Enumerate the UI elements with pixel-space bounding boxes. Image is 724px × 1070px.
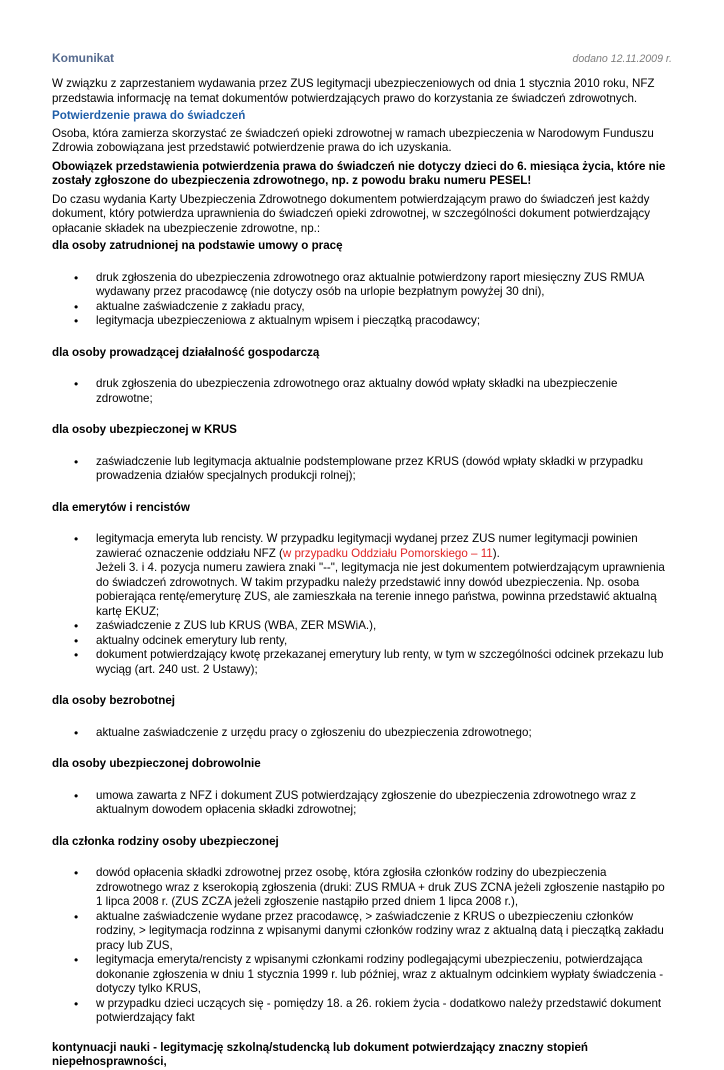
list-item: • dowód opłacenia składki zdrowotnej przez osobę, która zgłosiła członków rodziny do ubezpieczenia zdrowotnego wraz z kserokopią zgłoszenia (druki: ZUS RMUA + druk ZUS ZCNA jeżeli zgłoszenie nastąpiło po 1 lipca 2008 r. (ZUS ZCZA jeżeli zgłoszenie nastąpiło przed dniem 1 lipca 2008 r.), <box>74 866 665 908</box>
list-employee <box>52 271 672 329</box>
bullet-icon: • <box>74 532 79 546</box>
list-item: • aktualne zaświadczenie z urzędu pracy o zgłoszeniu do ubezpieczenia zdrowotnego; <box>74 725 532 740</box>
content <box>52 77 672 1070</box>
list-item: • zaświadczenie lub legitymacja aktualnie podstemplowane przez KRUS (dowód wpłaty składki w przypadku prowadzenia działów specjalnych produkcji rolnej); <box>74 454 644 482</box>
list-item: • aktualny odcinek emerytury lub renty, <box>74 633 288 648</box>
bullet-icon: • <box>74 953 79 967</box>
category-title-krus: dla osoby ubezpieczonej w KRUS <box>52 423 237 436</box>
list-item: • legitymacja emeryta/rencisty z wpisanymi członkami rodziny podlegającymi ubezpieczeniu, potwierdzająca dokonanie zgłoszenia w dniu 1 stycznia 1999 r. lub później, wraz z aktualnym odcinkiem wypłaty świadczenia - dotyczy tylko KRUS, <box>74 953 664 995</box>
category-title-voluntary: dla osoby ubezpieczonej dobrowolnie <box>52 757 261 770</box>
bullet-icon: • <box>74 996 79 1011</box>
tail-paragraph: kontynuacji nauki - legitymację szkolną/studencką lub dokument potwierdzający znaczny stopień niepełnosprawności, <box>52 1040 589 1068</box>
list-krus <box>52 455 672 484</box>
branch-highlight: w przypadku Oddziału Pomorskiego – 11 <box>282 546 493 560</box>
category-title-employee: dla osoby zatrudnionej na podstawie umowy o pracę <box>52 239 343 252</box>
list-voluntary <box>52 789 672 818</box>
bullet-icon: • <box>74 866 79 880</box>
paragraph-3: Do czasu wydania Karty Ubezpieczenia Zdrowotnego dokumentem potwierdzającym prawo do świadczeń jest każdy dokument, który potwierdza uprawnienia do świadczeń opieki zdrowotnej, w szczególności dokument potwierdzający opłacanie składek na ubezpieczenie zdrowotne, np.: <box>52 192 651 235</box>
bullet-icon: • <box>74 633 79 648</box>
list-unemployed <box>52 726 672 741</box>
list-item: • dokument potwierdzający kwotę przekazanej emerytury lub renty, w tym w szczególności odcinek przekazu lub wyciąg (art. 240 ust. 2 Ustawy); <box>74 648 664 676</box>
list-item: • druk zgłoszenia do ubezpieczenia zdrowotnego oraz aktualnie potwierdzony raport miesięczny ZUS RMUA wydawany przez pracodawcę (nie dotyczy osób na urlopie bezpłatnym powyżej 30 dni), <box>74 270 644 298</box>
header-title: Komunikat <box>52 51 115 65</box>
list-item: • legitymacja emeryta lub rencisty. W przypadku legitymacji wydanej przez ZUS numer legitymacji powinien zawierać oznaczenie oddziału NFZ (w przypadku Oddziału Pomorskiego – 11). Jeżeli 3. i 4. pozycja numeru zawiera znaki "--", legitymacja nie jest dokumentem potwierdzającym uprawnienia do świadczeń zdrowotnych. W takim przypadku należy przedstawić inny dowód ubezpieczenia. Np. osoba pobierająca rentę/emeryturę ZUS, ale zamieszkała na terenie innego państwa, powinna przedstawić aktualną kartę EKUZ; <box>74 532 665 618</box>
category-title-pensioners: dla emerytów i rencistów <box>52 500 190 514</box>
bullet-icon: • <box>74 648 79 662</box>
bullet-icon: • <box>74 725 79 740</box>
list-item: • legitymacja ubezpieczeniowa z aktualnym wpisem i pieczątką pracodawcy; <box>74 314 481 328</box>
bullet-icon: • <box>74 314 79 328</box>
category-title-family: dla członka rodziny osoby ubezpieczonej <box>52 834 279 848</box>
category-title-business: dla osoby prowadzącej działalność gospodarczą <box>52 345 320 359</box>
header <box>52 51 672 67</box>
list-item: • umowa zawarta z NFZ i dokument ZUS potwierdzający zgłoszenie do ubezpieczenia zdrowotnego wraz z aktualnym dowodem opłacenia składki zdrowotnej; <box>74 788 637 816</box>
list-item: • aktualne zaświadczenie z zakładu pracy, <box>74 299 305 314</box>
list-item: • druk zgłoszenia do ubezpieczenia zdrowotnego oraz aktualny dowód wpłaty składki na ubezpieczenie zdrowotne; <box>74 377 618 405</box>
intro-paragraph: W związku z zaprzestaniem wydawania przez ZUS legitymacji ubezpieczeniowych od dnia 1 stycznia 2010 roku, NFZ przedstawia informację na temat dokumentów potwierdzających prawo do korzystania ze świadczeń zdrowotnych. <box>52 77 655 105</box>
list-pensioners <box>52 532 672 677</box>
paragraph-1: Osoba, która zamierza skorzystać ze świadczeń opieki zdrowotnej w ramach ubezpieczenia w Narodowym Funduszu Zdrowia zobowiązana jest przedstawić potwierdzenie prawa do ich uzyskania. <box>52 126 654 154</box>
header-date: dodano 12.11.2009 r. <box>572 53 672 65</box>
paragraph-2-notice: Obowiązek przedstawienia potwierdzenia prawa do świadczeń nie dotyczy dzieci do 6. miesiąca życia, które nie zostały zgłoszone do ubezpieczenia zdrowotnego, np. z powodu braku numeru PESEL! <box>52 159 666 187</box>
bullet-icon: • <box>74 270 79 285</box>
section-title: Potwierdzenie prawa do świadczeń <box>52 109 246 122</box>
bullet-icon: • <box>74 788 79 803</box>
bullet-icon: • <box>74 377 79 391</box>
list-item: • w przypadku dzieci uczących się - pomiędzy 18. a 26. rokiem życia - dodatkowo należy przedstawić dokument potwierdzający fakt <box>74 996 662 1024</box>
category-title-unemployed: dla osoby bezrobotnej <box>52 694 176 707</box>
bullet-icon: • <box>74 909 79 924</box>
bullet-icon: • <box>74 454 79 469</box>
list-business <box>52 377 672 406</box>
list-family <box>52 866 672 1026</box>
list-item: • zaświadczenie z ZUS lub KRUS (WBA, ZER MSWiA.), <box>74 619 377 633</box>
bullet-icon: • <box>74 619 79 633</box>
bullet-icon: • <box>74 299 79 314</box>
list-item: • aktualne zaświadczenie wydane przez pracodawcę, > zaświadczenie z KRUS o ubezpieczeniu członków rodziny, > legitymacja rodzinna z wpisanymi danymi członków rodziny wraz z aktualną datą i pieczątką zakładu pracy lub ZUS, <box>74 909 664 952</box>
